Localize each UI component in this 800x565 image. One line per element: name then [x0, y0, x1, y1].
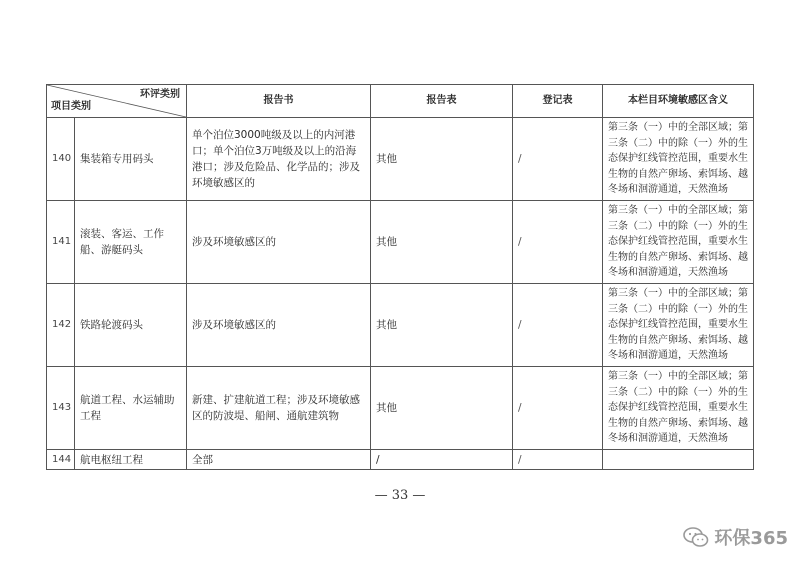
report-book-cell: 单个泊位3000吨级及以上的内河港口；单个泊位3万吨级及以上的沿海港口；涉及危险品、化学品的；涉及环境敏感区的 — [187, 118, 371, 201]
register-form-cell: / — [513, 284, 603, 367]
table-row — [47, 367, 754, 450]
register-form-cell: / — [513, 201, 603, 284]
report-form-cell: 其他 — [371, 118, 513, 201]
sensitive-area-cell — [603, 450, 754, 470]
project-category: 铁路轮渡码头 — [75, 284, 187, 367]
table-row — [47, 450, 754, 470]
report-book-cell: 涉及环境敏感区的 — [187, 284, 371, 367]
row-number: 140 — [47, 118, 75, 201]
row-number: 141 — [47, 201, 75, 284]
report-book-cell: 全部 — [187, 450, 371, 470]
header-report-form: 报告表 — [371, 85, 513, 118]
register-form-cell: / — [513, 367, 603, 450]
header-sensitive-area: 本栏目环境敏感区含义 — [603, 85, 754, 118]
sensitive-area-cell: 第三条（一）中的全部区域；第三条（二）中的除（一）外的生态保护红线管控范围，重要水生生物的自然产卵场、索饵场、越冬场和洄游通道，天然渔场 — [603, 201, 754, 284]
report-book-cell: 新建、扩建航道工程；涉及环境敏感区的防波堤、船闸、通航建筑物 — [187, 367, 371, 450]
header-register-form: 登记表 — [513, 85, 603, 118]
table-row — [47, 284, 754, 367]
watermark-text: 环保365 — [714, 528, 788, 549]
report-form-cell: 其他 — [371, 201, 513, 284]
diag-top-label: 环评类别 — [140, 89, 180, 100]
register-form-cell: / — [513, 450, 603, 470]
row-number: 142 — [47, 284, 75, 367]
eia-catalog-table — [46, 84, 754, 470]
page-number: — 33 — — [374, 488, 426, 503]
sensitive-area-cell: 第三条（一）中的全部区域；第三条（二）中的除（一）外的生态保护红线管控范围，重要水生生物的自然产卵场、索饵场、越冬场和洄游通道，天然渔场 — [603, 118, 754, 201]
wechat-icon — [683, 526, 709, 548]
row-number: 143 — [47, 367, 75, 450]
sensitive-area-cell: 第三条（一）中的全部区域；第三条（二）中的除（一）外的生态保护红线管控范围，重要水生生物的自然产卵场、索饵场、越冬场和洄游通道，天然渔场 — [603, 284, 754, 367]
project-category: 滚装、客运、工作船、游艇码头 — [75, 201, 187, 284]
row-number: 144 — [47, 450, 75, 470]
report-form-cell: / — [371, 450, 513, 470]
report-book-cell: 涉及环境敏感区的 — [187, 201, 371, 284]
project-category: 航道工程、水运辅助工程 — [75, 367, 187, 450]
project-category: 航电枢纽工程 — [75, 450, 187, 470]
register-form-cell: / — [513, 118, 603, 201]
sensitive-area-cell: 第三条（一）中的全部区域；第三条（二）中的除（一）外的生态保护红线管控范围，重要水生生物的自然产卵场、索饵场、越冬场和洄游通道，天然渔场 — [603, 367, 754, 450]
project-category: 集装箱专用码头 — [75, 118, 187, 201]
header-report-book: 报告书 — [187, 85, 371, 118]
watermark — [683, 524, 788, 550]
report-form-cell: 其他 — [371, 367, 513, 450]
table-header-row — [47, 85, 754, 118]
table-row — [47, 118, 754, 201]
report-form-cell: 其他 — [371, 284, 513, 367]
diagonal-header-cell — [47, 85, 187, 118]
diag-bottom-label: 项目类别 — [51, 101, 91, 112]
table-row — [47, 201, 754, 284]
